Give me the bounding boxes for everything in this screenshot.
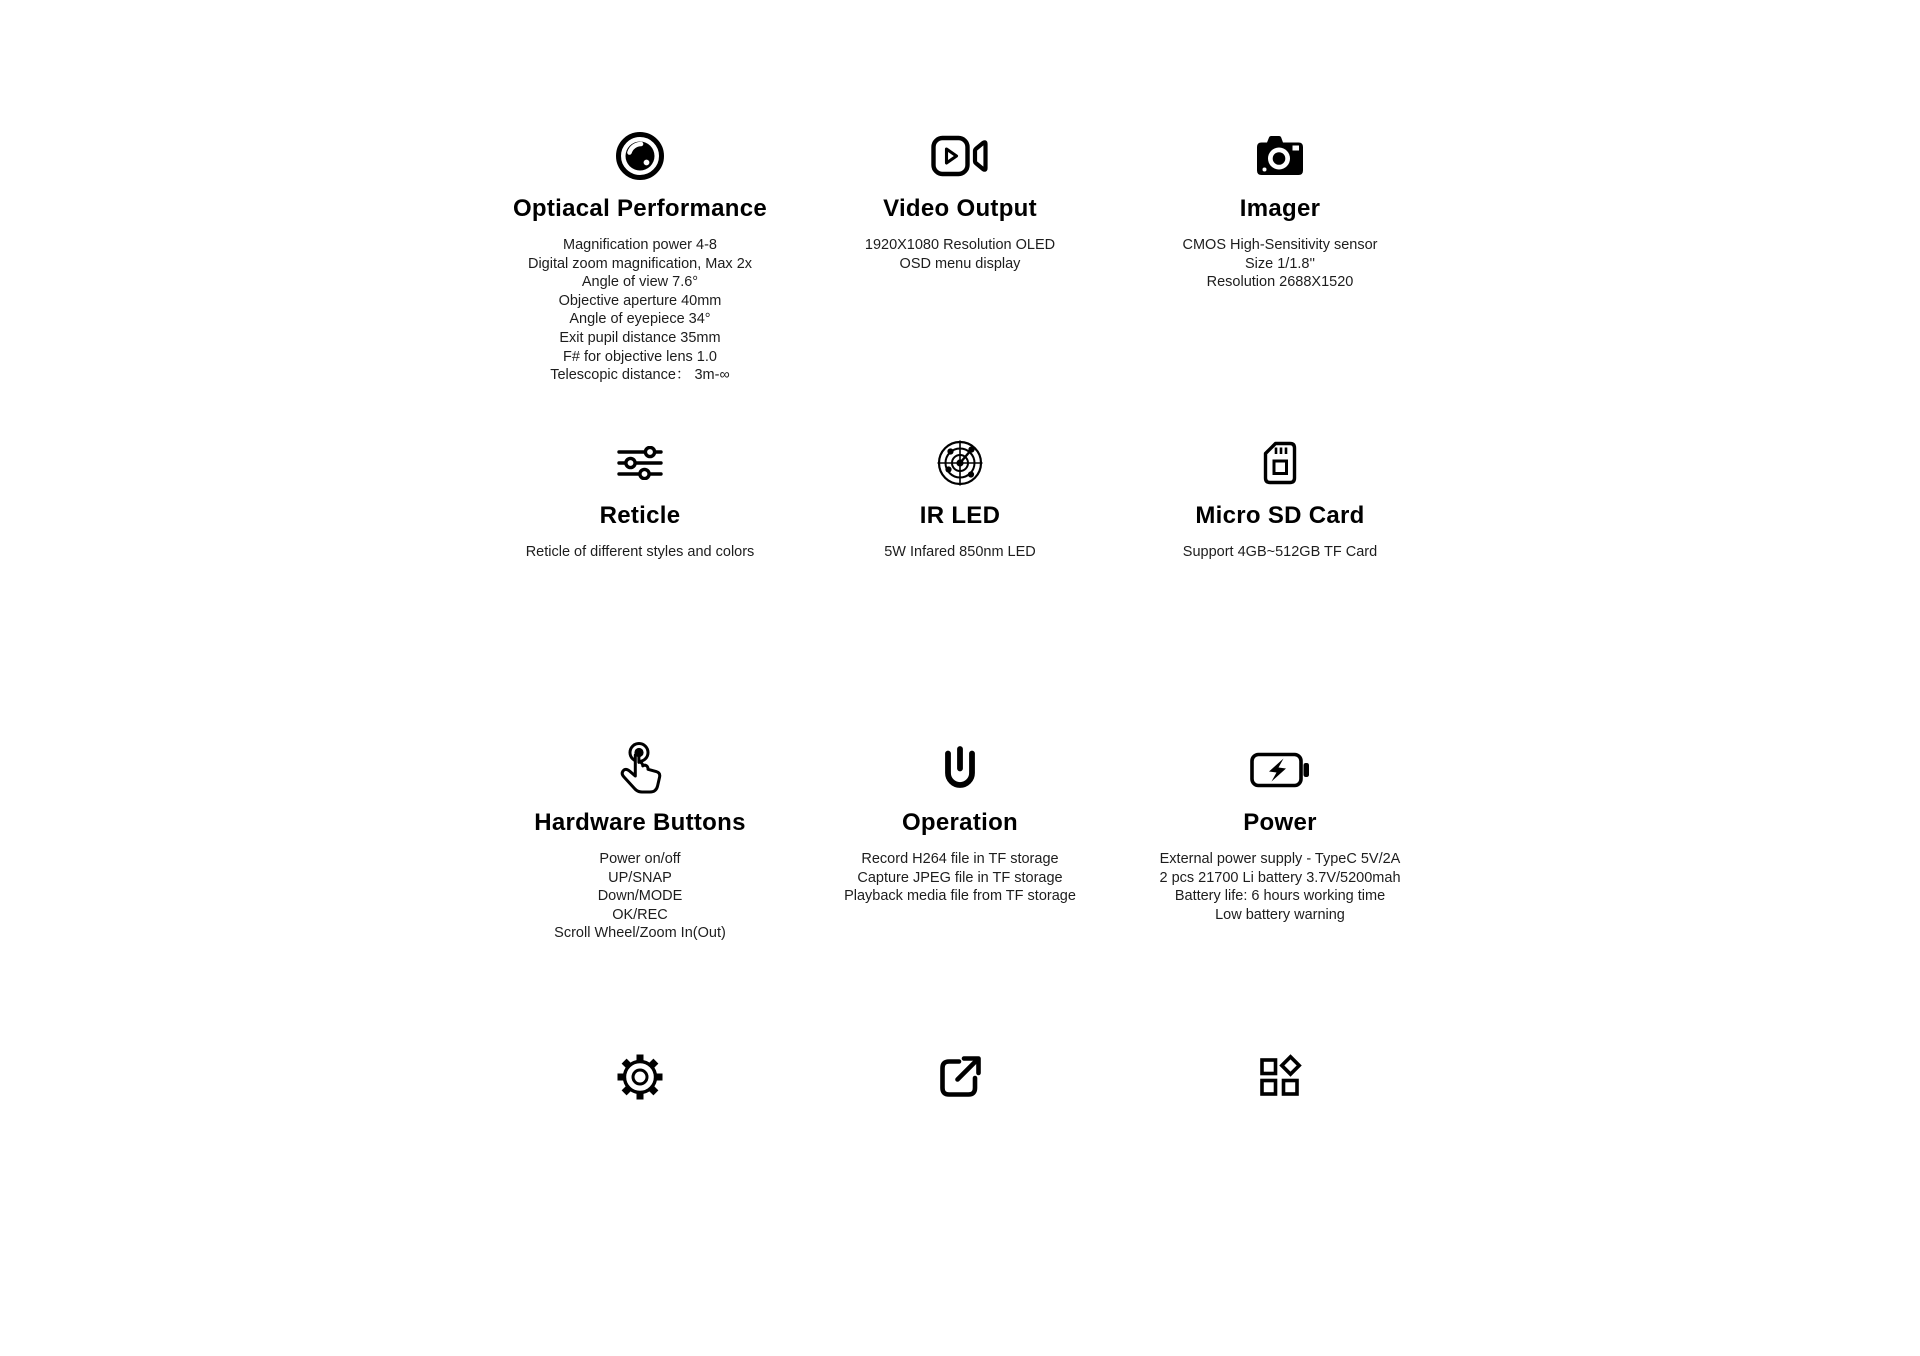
- apps-icon: [1257, 1049, 1303, 1105]
- feature-card-optical-performance: [480, 128, 800, 435]
- feature-card-imager: [1120, 128, 1440, 435]
- feature-title: Optiacal Performance: [512, 195, 768, 222]
- feature-line: Telescopic distance： 3m-∞: [550, 367, 730, 384]
- feature-line: OSD menu display: [899, 255, 1021, 272]
- feature-line: UP/SNAP: [608, 869, 672, 886]
- feature-line: Digital zoom magnification, Max 2x: [527, 255, 753, 272]
- feature-line: External power supply - TypeC 5V/2A: [1159, 851, 1401, 867]
- feature-line: Capture JPEG file in TF storage: [857, 869, 1063, 886]
- raised-hand-icon: [939, 742, 981, 798]
- feature-line: F# for objective lens 1.0: [563, 348, 717, 365]
- feature-card-share-partial: [800, 1049, 1120, 1356]
- feature-line: Playback media file from TF storage: [844, 888, 1076, 905]
- tap-hand-icon: [617, 742, 663, 798]
- feature-line: Angle of view 7.6°: [581, 274, 699, 291]
- feature-card-hardware-buttons: [480, 742, 800, 1049]
- feature-line: Magnification power 4-8: [563, 237, 717, 253]
- feature-line: Scroll Wheel/Zoom In(Out): [554, 925, 726, 942]
- feature-line: 1920X1080 Resolution OLED: [864, 237, 1056, 253]
- feature-line: Battery life: 6 hours working time: [1174, 888, 1386, 905]
- feature-title: Imager: [1239, 195, 1321, 222]
- radar-target-icon: [936, 435, 984, 491]
- camera-lens-icon: [615, 128, 665, 184]
- feature-card-settings-partial: [480, 1049, 800, 1356]
- photo-camera-icon: [1254, 128, 1306, 184]
- feature-line: Angle of eyepiece 34°: [569, 311, 711, 328]
- feature-card-micro-sd: [1120, 435, 1440, 742]
- feature-line: Down/MODE: [597, 888, 683, 905]
- feature-title: Video Output: [883, 195, 1037, 222]
- feature-title: Micro SD Card: [1195, 502, 1365, 529]
- battery-charging-icon: [1250, 742, 1310, 798]
- feature-description: [884, 543, 1036, 562]
- features-grid: [480, 128, 1440, 1356]
- feature-card-ir-led: [800, 435, 1120, 742]
- feature-card-operation: [800, 742, 1120, 1049]
- gear-icon: [614, 1049, 666, 1105]
- feature-title: Operation: [901, 809, 1019, 836]
- feature-description: [526, 543, 755, 562]
- sliders-icon: [617, 435, 663, 491]
- feature-description: [1183, 236, 1378, 292]
- feature-card-apps-partial: [1120, 1049, 1440, 1356]
- video-camera-icon: [931, 128, 989, 184]
- feature-description: [844, 850, 1076, 906]
- feature-line: 5W Infared 850nm LED: [884, 544, 1036, 560]
- feature-line: CMOS High-Sensitivity sensor: [1182, 237, 1378, 253]
- feature-line: Objective aperture 40mm: [558, 292, 722, 309]
- feature-title: Hardware Buttons: [534, 809, 746, 836]
- feature-line: Record H264 file in TF storage: [861, 851, 1059, 867]
- feature-line: Reticle of different styles and colors: [525, 544, 755, 560]
- feature-line: Low battery warning: [1215, 906, 1345, 923]
- feature-line: OK/REC: [612, 906, 668, 923]
- feature-description: [554, 850, 726, 943]
- feature-description: [865, 236, 1055, 273]
- external-link-icon: [937, 1049, 983, 1105]
- feature-description: [1159, 850, 1400, 924]
- feature-title: Power: [1243, 809, 1317, 836]
- feature-description: [528, 236, 752, 385]
- feature-card-power: [1120, 742, 1440, 1049]
- feature-title: Reticle: [599, 502, 681, 529]
- feature-line: Size 1/1.8'': [1244, 255, 1316, 272]
- sd-card-icon: [1263, 435, 1297, 491]
- feature-line: Power on/off: [599, 851, 681, 867]
- feature-title: IR LED: [919, 502, 1001, 529]
- feature-description: [1183, 543, 1377, 562]
- feature-line: 2 pcs 21700 Li battery 3.7V/5200mah: [1159, 869, 1401, 886]
- feature-line: Resolution 2688X1520: [1206, 274, 1354, 291]
- feature-card-reticle: [480, 435, 800, 742]
- feature-line: Support 4GB~512GB TF Card: [1182, 544, 1378, 560]
- feature-line: Exit pupil distance 35mm: [559, 329, 721, 346]
- feature-card-video-output: [800, 128, 1120, 435]
